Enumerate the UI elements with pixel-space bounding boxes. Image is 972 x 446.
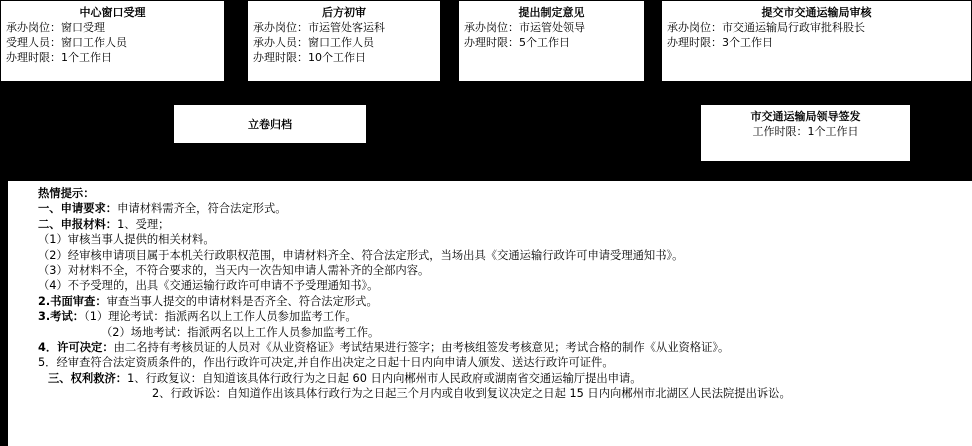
- tips-heading: 热情提示：: [38, 187, 95, 200]
- exam-item: （1）理论考试：指派两名以上工作人员参加监考工作。: [84, 310, 357, 324]
- step-bureau-review: [661, 0, 972, 82]
- step-title: 提交市交通运输局审核: [761, 6, 872, 19]
- step-detail: 办理时限：3个工作日: [667, 36, 773, 49]
- step-detail: 工作时限：1个工作日: [752, 125, 859, 138]
- step-detail: 办理时限：1个工作日: [6, 51, 112, 64]
- decision-label: 4．许可决定：: [38, 341, 114, 355]
- step-detail: 承办岗位：市运管处客运科: [253, 21, 385, 34]
- materials-item: （1）审核当事人提供的相关材料。: [38, 233, 215, 247]
- step-backoffice-review: [247, 0, 441, 82]
- materials-item: （3）对材料不全，不符合要求的，当天内一次告知申请人需补齐的全部内容。: [38, 264, 430, 278]
- step-title: 立卷归档: [248, 117, 292, 131]
- step-detail: 受理人员：窗口工作人员: [6, 36, 127, 49]
- item-5-text: 5．经审查符合法定资质条件的，作出行政许可决定,并自作出决定之日起十日内向申请人颁发、送达行政许可证件。: [38, 356, 614, 370]
- step-detail: 办理时限：10个工作日: [253, 51, 366, 64]
- materials-item: （4）不予受理的，出具《交通运输行政许可申请不予受理通知书》。: [38, 279, 379, 293]
- exam-item: （2）场地考试：指派两名以上工作人员参加监考工作。: [101, 325, 380, 339]
- requirement-text: 申请材料需齐全，符合法定形式。: [117, 202, 287, 216]
- step-detail: 承办岗位：窗口受理: [6, 21, 105, 34]
- step-title: 后方初审: [322, 6, 366, 19]
- step-window-acceptance: [0, 0, 225, 82]
- step-detail: 承办人员：窗口工作人员: [253, 36, 374, 49]
- step-detail: 承办岗位：市运管处领导: [464, 21, 585, 34]
- step-archive: [173, 104, 367, 144]
- decision-text: 由二名持有考核员证的人员对《从业资格证》考试结果进行签字；由考核组签发考核意见；考试合格的制作《从业资格证》。: [113, 341, 730, 355]
- step-opinion: [458, 0, 645, 82]
- remedy-label: 三、权利救济：: [48, 371, 128, 385]
- step-leader-sign: [700, 104, 911, 162]
- remedy-item: 1、行政复议：自知道该具体行政行为之日起 60 日内向郴州市人民政府或湖南省交通运输厅提出申请。: [127, 371, 642, 385]
- step-title: 提出制定意见: [518, 6, 585, 19]
- materials-item: （2）经审核申请项目属于本机关行政职权范围，申请材料齐全、符合法定形式，当场出具《交通运输行政许可申请受理通知书》。: [38, 248, 684, 262]
- materials-label: 二、申报材料：: [38, 217, 118, 231]
- tips-panel: [8, 181, 972, 446]
- remedy-item: 2、行政诉讼：自知道作出该具体行政行为之日起三个月内或自收到复议决定之日起 15 日内向郴州市北湖区人民法院提出诉讼。: [152, 387, 791, 401]
- materials-text: 1、受理；: [117, 217, 170, 231]
- written-review-text: 审查当事人提交的申请材料是否齐全、符合法定形式。: [106, 294, 378, 308]
- written-review-label: 2.书面审查：: [38, 294, 107, 308]
- step-detail: 办理时限：5个工作日: [464, 36, 570, 49]
- requirement-label: 一、申请要求：: [38, 202, 118, 216]
- exam-label: 3.考试：: [38, 310, 85, 324]
- step-title: 市交通运输局领导签发: [750, 110, 861, 123]
- step-title: 中心窗口受理: [79, 6, 146, 19]
- step-detail: 承办岗位：市交通运输局行政审批科股长: [667, 21, 865, 34]
